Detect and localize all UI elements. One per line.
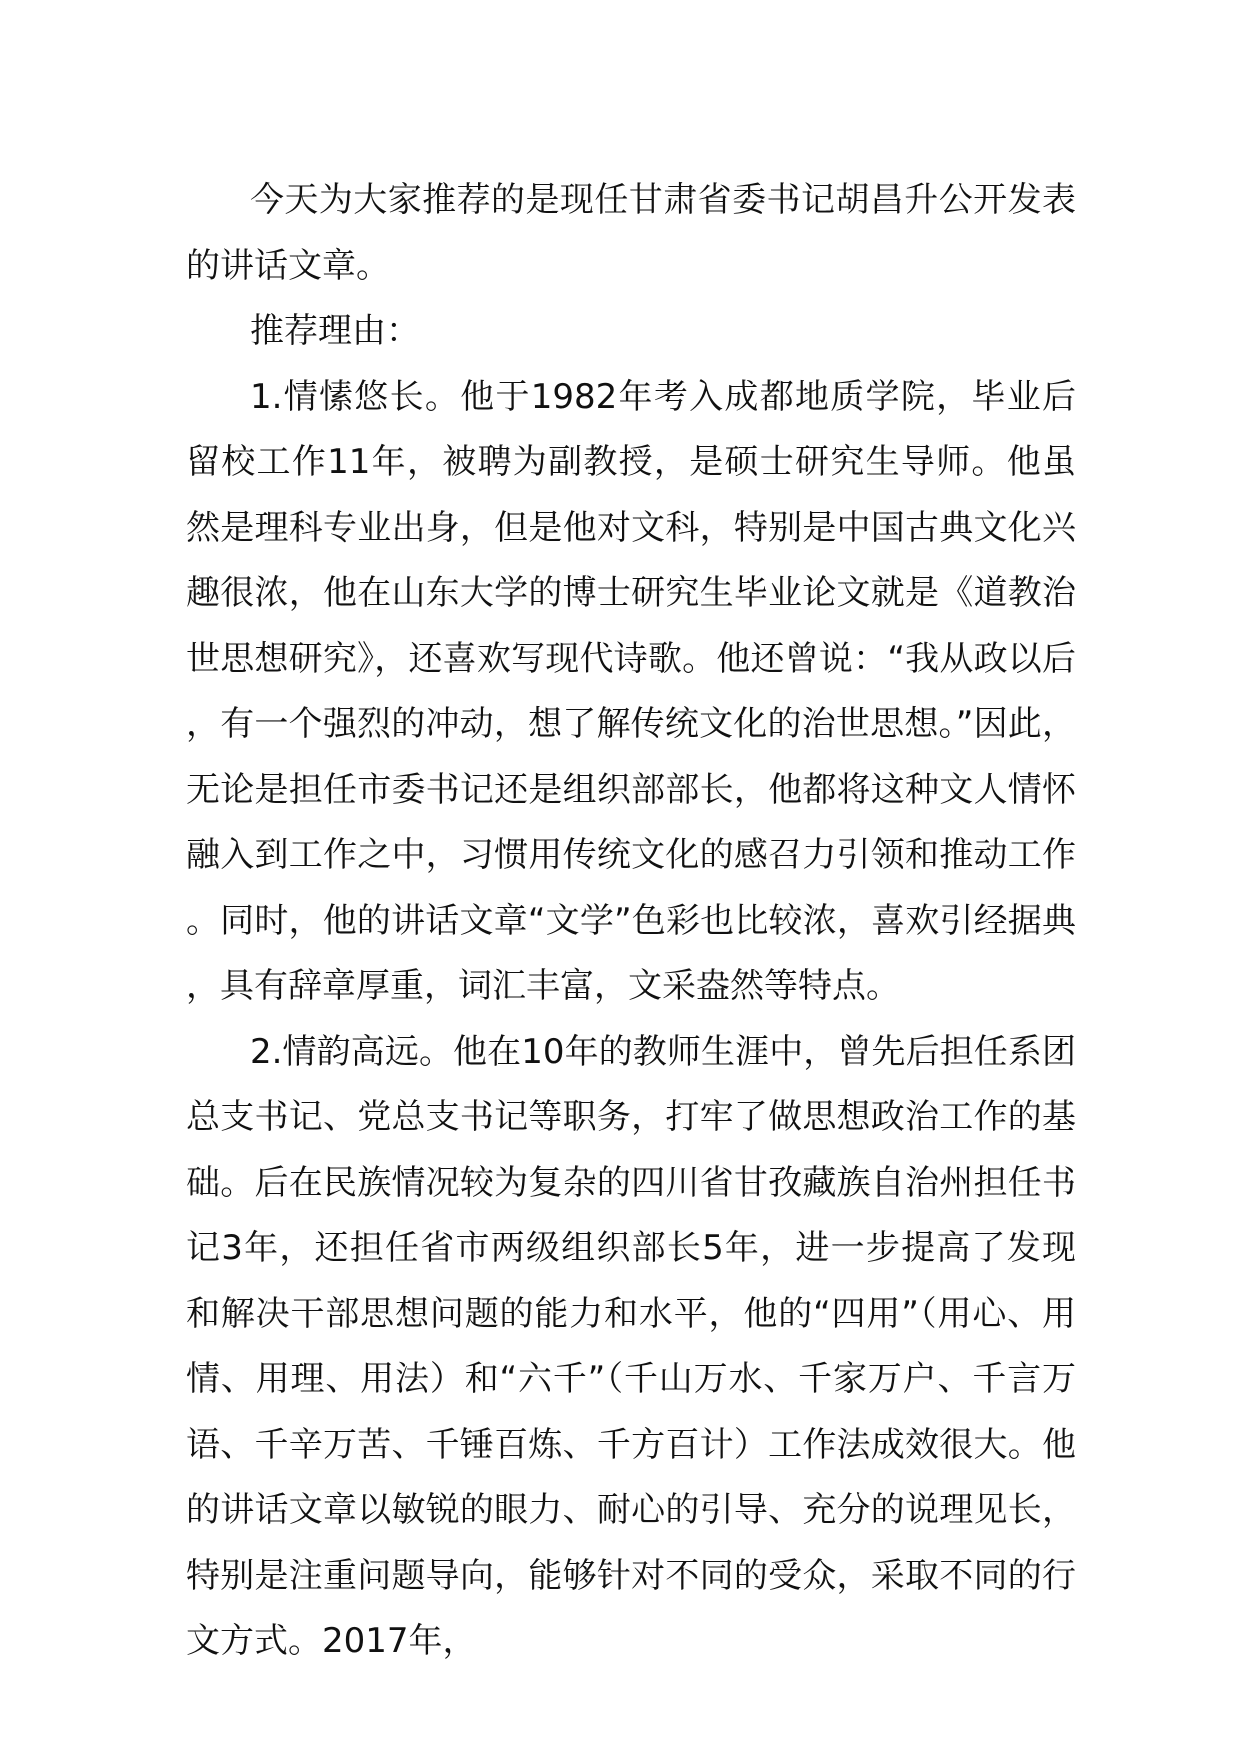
paragraph-reason-2: 2.情韵高远。他在10年的教师生涯中，曾先后担任系团总支书记、党总支书记等职务，打牢了做思想政治工作的基础。后在民族情况较为复杂的四川省甘孜藏族自治州担任书记3年，还担任省市两级组织部长5年，进一步提高了发现和解决干部思想问题的能力和水平，他的“四用”（用心、用情、用理、用法）和“六千”（千山万水、千家万户、千言万语、千辛万苦、千锤百炼、千方百计）工作法成效很大。他的讲话文章以敏锐的眼力、耐心的引导、充分的说理见长，特别是注重问题导向，能够针对不同的受众，采取不同的行文方式。2017年， (186, 1031, 1076, 1661)
paragraph-reasons-heading: 推荐理由： (250, 311, 420, 351)
document-body (186, 168, 1076, 1675)
paragraph-intro: 今天为大家推荐的是现任甘肃省委书记胡昌升公开发表的讲话文章。 (186, 180, 1076, 286)
paragraph-reason-1: 1.情愫悠长。他于1982年考入成都地质学院，毕业后留校工作11年，被聘为副教授，是硕士研究生导师。他虽然是理科专业出身，但是他对文科，特别是中国古典文化兴趣很浓，他在山东大学的博士研究生毕业论文就是《道教治世思想研究》，还喜欢写现代诗歌。他还曾说：“我从政以后，有一个强烈的冲动，想了解传统文化的治世思想。”因此，无论是担任市委书记还是组织部部长，他都将这种文人情怀融入到工作之中，习惯用传统文化的感召力引领和推动工作。同时，他的讲话文章“文学”色彩也比较浓，喜欢引经据典，具有辞章厚重，词汇丰富，文采盎然等特点。 (186, 376, 1076, 1006)
